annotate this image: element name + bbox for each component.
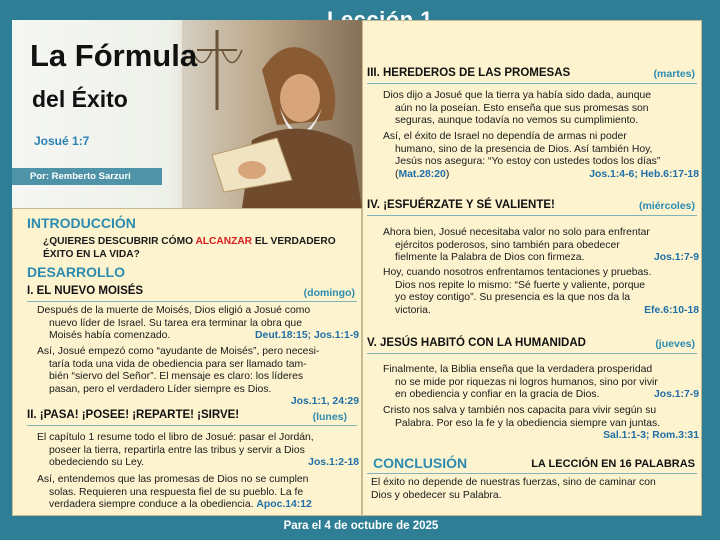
section2-para1: El capítulo 1 resume todo el libro de Josué: pasar el Jordán, poseer la tierra, repartirla entre las tribus y servir a Dios obedeciendo su Ley. Jos.1:2-18 xyxy=(37,432,359,469)
section3-para1: Dios dijo a Josué que la tierra ya había sido dada, aunque aún no la poseían. Esto enseña que sus promesas son seguras, aunque todavía no vemos su cumplimiento. xyxy=(383,90,652,127)
lesson-title: La Fórmula xyxy=(30,38,198,73)
section2-para2: Así, entendemos que las promesas de Dios no se cumplen solas. Requieren una respuesta fiel de su pueblo. La fe verdadera siempre conduce a la obediencia. Apoc.14:12 xyxy=(37,474,312,511)
joshua-illustration xyxy=(182,20,362,208)
section1-para2: Así, Josué empezó como “ayudante de Moisés”, pero necesi- taría toda una vida de obediencia para ser llamado tam- bién “siervo del Señor”. El mensaje es claro: los líderes pasan, pero el verdadero Líder siempre es Dios. Jos.1:1, 24:29 xyxy=(37,346,359,408)
development-heading: DESARROLLO xyxy=(27,264,125,280)
conclusion-text: El éxito no depende de nuestras fuerzas, sino de caminar con Dios y obedecer su Palabra. xyxy=(371,477,656,501)
section1-para1: Después de la muerte de Moisés, Dios eligió a Josué como nuevo líder de Israel. Su tarea era terminar la obra que Moisés había comenzado. Deut.18:15; Jos.1:1-9 xyxy=(37,305,359,342)
section1-rule xyxy=(27,301,357,302)
left-panel xyxy=(12,208,362,516)
section1-title: I. EL NUEVO MOISÉS xyxy=(27,285,144,297)
lesson-subtitle: del Éxito xyxy=(32,86,128,112)
intro-question-line2: ÉXITO EN LA VIDA? xyxy=(43,249,140,260)
intro-question: ¿QUIERES DESCUBRIR CÓMO ALCANZAR EL VERDADERO xyxy=(43,236,336,247)
section4-para2: Hoy, cuando nosotros enfrentamos tentaciones y pruebas. Dios nos repite lo mismo: “Sé fuerte y valiente, porque yo estoy contigo”. Su presencia es la que nos da la victoria. Efe.6:10-18 xyxy=(383,267,699,316)
key-verse: Josué 1:7 xyxy=(34,134,90,148)
intro-heading: INTRODUCCIÓN xyxy=(27,215,136,231)
section4-day: (miércoles) xyxy=(638,200,695,212)
section2-rule xyxy=(27,425,357,426)
conclusion-rule xyxy=(367,473,697,474)
section2-day: (lunes) xyxy=(312,411,347,423)
section3-day: (martes) xyxy=(653,68,695,80)
footer-date: Para el 4 de octubre de 2025 xyxy=(283,520,439,532)
section5-para2: Cristo nos salva y también nos capacita para vivir según su Palabra. Por eso la fe y la obediencia siempre van juntas. Sal.1:1-3; Rom.3:31 xyxy=(383,405,699,442)
author-badge: Por: Remberto Sarzuri xyxy=(12,168,162,185)
section2-title: II. ¡PASA! ¡POSEE! ¡REPARTE! ¡SIRVE! xyxy=(27,409,240,421)
section3-title: III. HEREDEROS DE LAS PROMESAS xyxy=(367,67,571,79)
section5-title: V. JESÚS HABITÓ CON LA HUMANIDAD xyxy=(367,337,586,349)
section5-rule xyxy=(367,353,697,354)
section4-para1: Ahora bien, Josué necesitaba valor no solo para enfrentar ejércitos poderosos, sino también para obedecer fielmente la Palabra de Dios con firmeza. Jos.1:7-9 xyxy=(383,227,699,264)
sixteen-words-heading: LA LECCIÓN EN 16 PALABRAS xyxy=(531,458,695,470)
conclusion-heading: CONCLUSIÓN xyxy=(373,455,468,471)
section1-day: (domingo) xyxy=(303,287,355,299)
section5-para1: Finalmente, la Biblia enseña que la verdadera prosperidad no se mide por riquezas ni logros humanos, sino por vivir en obediencia y confiar en la gracia de Dios. Jos.1:7-9 xyxy=(383,364,699,401)
section3-para2: Así, el éxito de Israel no dependía de armas ni poder humano, sino de la presencia de Dios. Así también Hoy, Jesús nos asegura: “Yo estoy con ustedes todos los días” (Mat.28:20) Jos.1:4-6; Heb.6:17-18 xyxy=(383,131,699,180)
section3-rule xyxy=(367,83,697,84)
section5-day: (jueves) xyxy=(655,338,695,350)
section4-rule xyxy=(367,215,697,216)
right-panel xyxy=(362,20,702,516)
section4-title: IV. ¡ESFUÉRZATE Y SÉ VALIENTE! xyxy=(367,199,555,211)
